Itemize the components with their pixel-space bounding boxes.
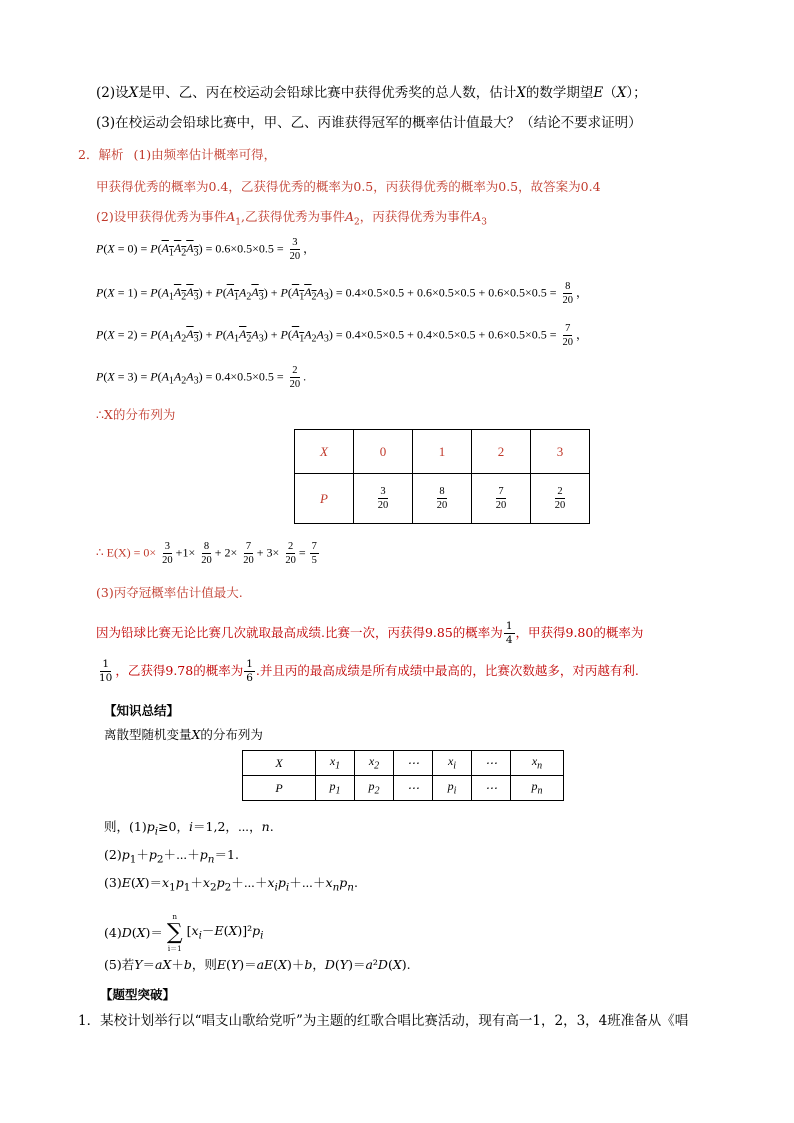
knowledge-heading: 【知识总结】 bbox=[104, 703, 180, 718]
summation-symbol: n ∑ i＝1 bbox=[166, 913, 183, 953]
px2-equation: $P(X = 2) = P(A_1A_2A_3) + P(A_1A_2A_3) + P(A_1A_2A_3) = 0.4\times 0.5\times 0.5 + 0.4\times 0.5\times 0.5 + 0.6\times 0.5\times 0.5$ = $\frac{7}{20}$ ， bbox=[96, 323, 589, 348]
reason-line-1: 因为铅球比赛无论比赛几次就取最高成绩.比赛一次，丙获得9.85的概率为 $\frac{1}{4}$ ，甲获得9.80的概率为 bbox=[96, 620, 644, 646]
table-cell: $\frac{3}{20}$ bbox=[354, 474, 413, 524]
table-header-p: P bbox=[243, 776, 316, 801]
table-cell: $x_i$ bbox=[433, 751, 472, 776]
knowledge-item-3: $(3)E(X)=x_1p_1+x_2p_2+\cdots+x_ip_i+\cdots+x_np_n$. bbox=[104, 875, 358, 894]
distribution-table bbox=[294, 429, 590, 524]
distribution-row-p bbox=[295, 474, 590, 524]
practice-question-1: 1．某校计划举行以“唱支山歌给党听”为主题的红歌合唱比赛活动，现有高一1，2，3，4班准备从《唱 bbox=[78, 1013, 689, 1029]
solution-part-1: (1)由频率估计概率可得， bbox=[133, 147, 277, 162]
px0-fraction: $\frac{3}{20}$ bbox=[289, 237, 301, 262]
question-part-2: (2)设X是甲、乙、丙在校运动会铅球比赛中获得优秀奖的总人数，估计X的数学期望E（X）； bbox=[96, 85, 647, 101]
table-cell: $\frac{7}{20}$ bbox=[472, 474, 531, 524]
table-cell: 0 bbox=[354, 430, 413, 474]
knowledge-item-2: $(2)p_1+p_2+\cdots+p_n=1$. bbox=[104, 847, 239, 866]
general-row-p bbox=[243, 776, 564, 801]
table-cell: 3 bbox=[531, 430, 590, 474]
table-cell: ⋯ bbox=[394, 751, 433, 776]
expectation-equation: ∴ E(X) = 0× $\frac{3}{20}$ +1× $\frac{8}{20}$ + 2× $\frac{7}{20}$ + 3× $\frac{2}{20}$ = $\frac{7}{5}$ bbox=[96, 541, 317, 566]
table-header-p: P bbox=[295, 474, 354, 524]
table-cell: ⋯ bbox=[472, 776, 511, 801]
knowledge-item-4: (4)D(X)＝ n ∑ i＝1 $[x_i-E(X)]^2p_i$ bbox=[104, 913, 264, 953]
solution-line-3: (2)设甲获得优秀为事件$A_1$,乙获得优秀为事件$A_2$，丙获得优秀为事件$A_3$ bbox=[96, 209, 488, 228]
knowledge-intro: 离散型随机变量X的分布列为 bbox=[104, 727, 263, 742]
general-row-x bbox=[243, 751, 564, 776]
table-cell: $p_i$ bbox=[433, 776, 472, 801]
px0-equation: $P(X = 0) = P(A_1A_2A_3) = 0.6\times 0.5\times 0.5$ = $\frac{3}{20}$ ， bbox=[96, 237, 316, 262]
table-cell: ⋯ bbox=[394, 776, 433, 801]
knowledge-item-1: 则，$(1)p_i\ge 0$，i＝1,2，⋯，n. bbox=[104, 819, 274, 838]
table-cell: $p_n$ bbox=[511, 776, 564, 801]
table-cell: ⋯ bbox=[472, 751, 511, 776]
table-cell: $p_1$ bbox=[316, 776, 355, 801]
practice-heading: 【题型突破】 bbox=[100, 987, 176, 1002]
table-cell: $x_1$ bbox=[316, 751, 355, 776]
question-part-3: (3)在校运动会铅球比赛中，甲、乙、丙谁获得冠军的概率估计值最大？（结论不要求证明） bbox=[96, 115, 642, 131]
px3-fraction: $\frac{2}{20}$ bbox=[289, 365, 301, 390]
px3-equation: $P(X = 3) = P(A_1A_2A_3) = 0.4\times 0.5\times 0.5$ = $\frac{2}{20}$ . bbox=[96, 365, 307, 390]
solution-part-3: (3)丙夺冠概率估计值最大. bbox=[96, 585, 243, 600]
distribution-row-x bbox=[295, 430, 590, 474]
table-cell: 1 bbox=[413, 430, 472, 474]
reason-line-2: $\frac{1}{10}$ ，乙获得9.78的概率为 $\frac{1}{6}$ .并且丙的最高成绩是所有成绩中最高的，比赛次数越多，对丙越有利. bbox=[99, 658, 639, 684]
table-cell: $\frac{2}{20}$ bbox=[531, 474, 590, 524]
px1-equation: $P(X = 1) = P(A_1A_2A_3) + P(A_1A_2A_3) + P(A_1A_2A_3) = 0.4\times 0.5\times 0.5 + 0.6\times 0.5\times 0.5 + 0.6\times 0.5\times 0.5$ = $\frac{8}{20}$ ， bbox=[96, 281, 589, 306]
px2-fraction: $\frac{7}{20}$ bbox=[562, 323, 574, 348]
solution-line-2: 甲获得优秀的概率为0.4，乙获得优秀的概率为0.5，丙获得优秀的概率为0.5，故答案为0.4 bbox=[96, 179, 601, 194]
table-header-x: X bbox=[295, 430, 354, 474]
table-header-x: X bbox=[243, 751, 316, 776]
table-cell: 2 bbox=[472, 430, 531, 474]
solution-heading bbox=[78, 146, 276, 164]
table-cell: $x_n$ bbox=[511, 751, 564, 776]
px1-fraction: $\frac{8}{20}$ bbox=[562, 281, 574, 306]
table-cell: $p_2$ bbox=[355, 776, 394, 801]
table-cell: $x_2$ bbox=[355, 751, 394, 776]
knowledge-item-5: (5)若Y＝aX＋b，则E(Y)＝aE(X)＋b，D(Y)＝a²D(X). bbox=[104, 957, 411, 972]
distribution-intro: ∴X的分布列为 bbox=[96, 407, 176, 422]
solution-number: 2．解析 bbox=[78, 147, 124, 162]
table-cell: $\frac{8}{20}$ bbox=[413, 474, 472, 524]
general-distribution-table bbox=[242, 750, 564, 801]
